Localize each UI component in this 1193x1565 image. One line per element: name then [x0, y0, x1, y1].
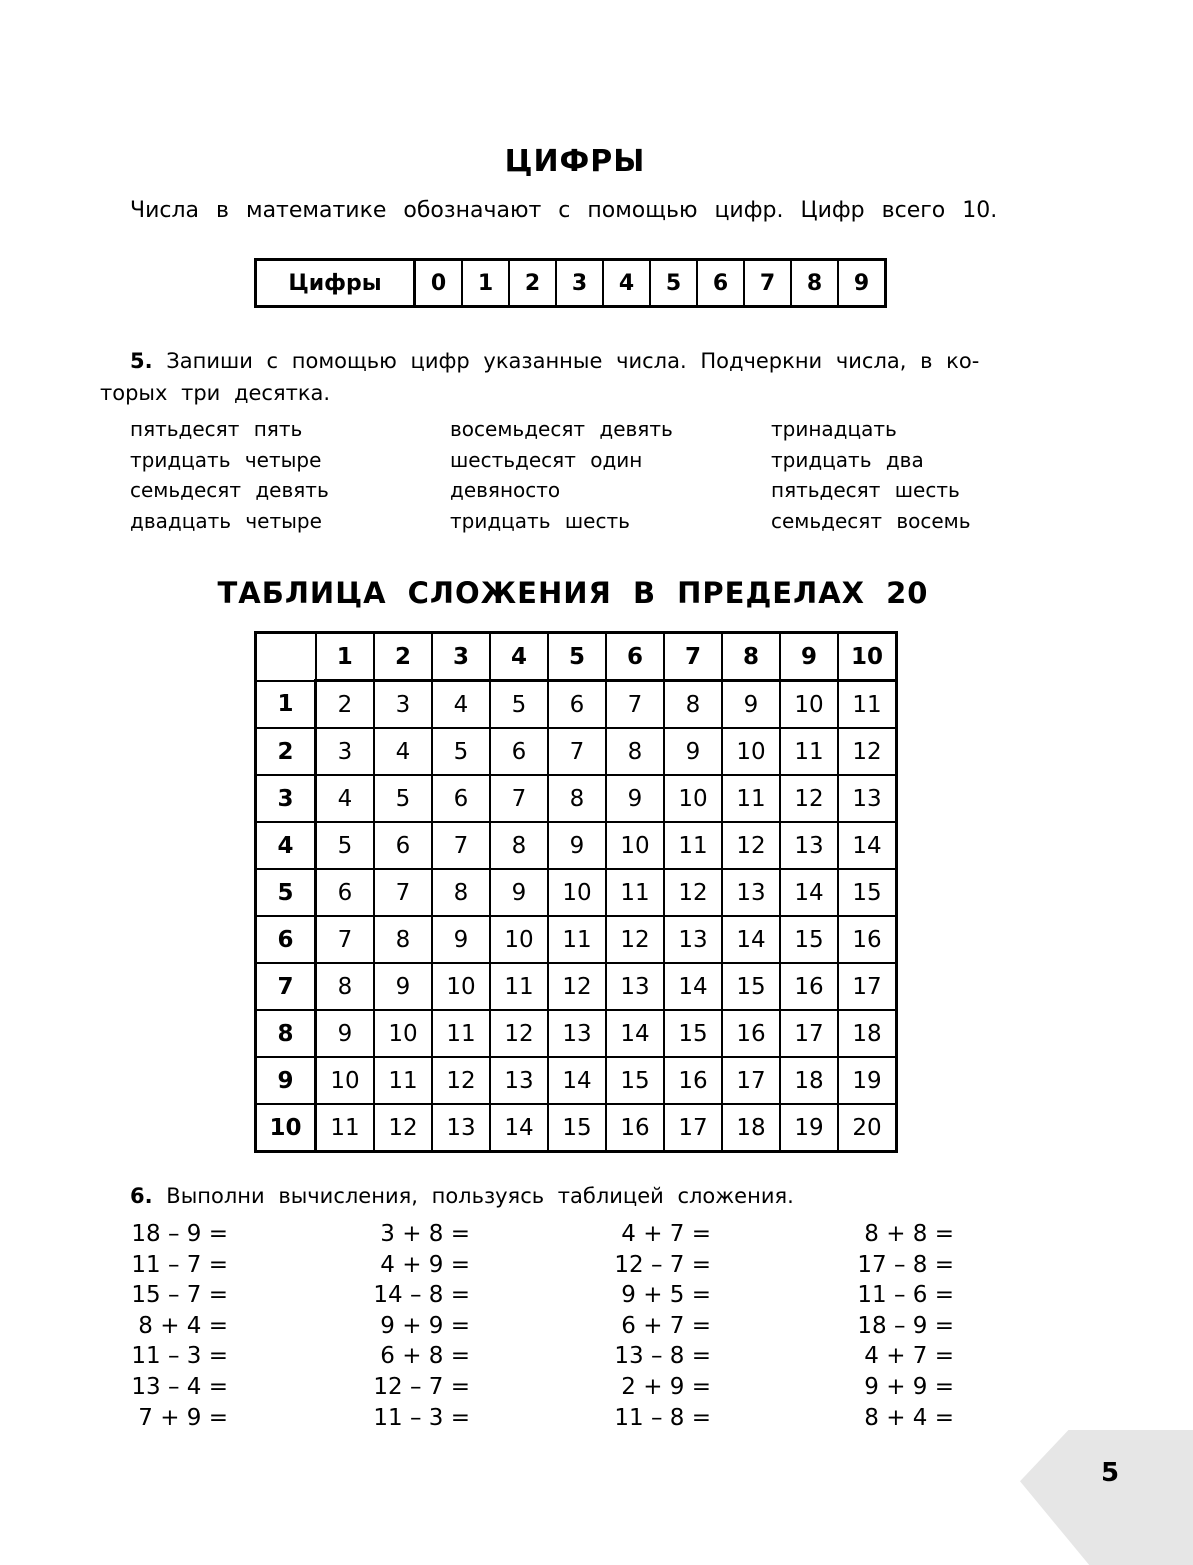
table-row	[256, 728, 897, 775]
sum-cell: 10	[606, 822, 664, 869]
calc-expression: 6 + 7 =	[621, 1312, 711, 1339]
calc-expression: 9 + 9 =	[380, 1312, 470, 1339]
sum-cell: 11	[548, 916, 606, 963]
calc-expression: 6 + 8 =	[380, 1343, 470, 1370]
sum-cell: 5	[374, 775, 432, 822]
digit-cell: 6	[697, 260, 744, 307]
sum-cell: 11	[722, 775, 780, 822]
calc-expression: 11 – 8 =	[614, 1404, 711, 1431]
task-number: 6.	[130, 1184, 153, 1208]
row-header: 3	[256, 775, 316, 822]
sum-cell: 17	[664, 1104, 722, 1152]
sum-cell: 14	[838, 822, 897, 869]
calc-expression: 11 – 6 =	[857, 1282, 954, 1309]
sum-cell: 11	[490, 963, 548, 1010]
digit-cell: 1	[462, 260, 509, 307]
sum-cell: 8	[664, 681, 722, 729]
sum-cell: 19	[780, 1104, 838, 1152]
sum-cell: 9	[374, 963, 432, 1010]
sum-cell: 4	[316, 775, 375, 822]
sum-cell: 10	[432, 963, 490, 1010]
calc-expression: 8 + 8 =	[864, 1221, 954, 1247]
sum-cell: 10	[548, 869, 606, 916]
sum-cell: 11	[838, 681, 897, 729]
sum-cell: 14	[664, 963, 722, 1010]
sum-cell: 17	[780, 1010, 838, 1057]
column-header: 3	[432, 633, 490, 681]
sum-cell: 8	[606, 728, 664, 775]
digit-cell: 0	[415, 260, 463, 307]
digit-cell: 9	[838, 260, 886, 307]
page-corner-decoration	[1020, 1430, 1193, 1565]
digit-cell: 2	[509, 260, 556, 307]
number-word: семьдесят восемь	[771, 509, 971, 534]
sum-cell: 9	[316, 1010, 375, 1057]
sum-cell: 18	[722, 1104, 780, 1152]
sum-cell: 14	[490, 1104, 548, 1152]
sum-cell: 15	[606, 1057, 664, 1104]
task-5-instructions	[100, 345, 1045, 409]
sum-cell: 14	[780, 869, 838, 916]
calc-expression: 3 + 8 =	[380, 1221, 470, 1247]
number-word: пятьдесят шесть	[771, 478, 960, 503]
sum-cell: 8	[432, 869, 490, 916]
calc-expression: 13 – 8 =	[614, 1343, 711, 1370]
sum-cell: 16	[664, 1057, 722, 1104]
addition-table-header-row	[256, 633, 897, 681]
sum-cell: 9	[432, 916, 490, 963]
sum-cell: 14	[548, 1057, 606, 1104]
sum-cell: 19	[838, 1057, 897, 1104]
calc-expression: 11 – 3 =	[131, 1343, 228, 1370]
sum-cell: 12	[838, 728, 897, 775]
sum-cell: 14	[722, 916, 780, 963]
calc-column-2	[370, 1219, 470, 1433]
sum-cell: 5	[316, 822, 375, 869]
column-header: 7	[664, 633, 722, 681]
digit-cell: 3	[556, 260, 603, 307]
calc-expression: 17 – 8 =	[857, 1251, 954, 1278]
calc-column-4	[854, 1219, 954, 1433]
sum-cell: 7	[374, 869, 432, 916]
digits-intro-text: Числа в математике обозначают с помощью цифр. Цифр всего 10.	[130, 198, 998, 223]
sum-cell: 15	[664, 1010, 722, 1057]
sum-cell: 5	[432, 728, 490, 775]
digit-cell: 4	[603, 260, 650, 307]
row-header: 4	[256, 822, 316, 869]
sum-cell: 16	[780, 963, 838, 1010]
table-row	[256, 916, 897, 963]
column-header: 4	[490, 633, 548, 681]
sum-cell: 6	[374, 822, 432, 869]
number-word: девяносто	[450, 478, 561, 503]
column-header: 9	[780, 633, 838, 681]
sum-cell: 13	[838, 775, 897, 822]
sum-cell: 7	[548, 728, 606, 775]
calc-expression: 9 + 5 =	[621, 1282, 711, 1309]
sum-cell: 15	[780, 916, 838, 963]
sum-cell: 7	[606, 681, 664, 729]
table-row	[256, 822, 897, 869]
table-row	[256, 869, 897, 916]
digit-cell: 8	[791, 260, 838, 307]
sum-cell: 13	[548, 1010, 606, 1057]
sum-cell: 5	[490, 681, 548, 729]
table-corner-cell	[256, 633, 316, 681]
table-row	[256, 775, 897, 822]
calc-expression: 12 – 7 =	[373, 1373, 470, 1400]
number-word: двадцать четыре	[130, 509, 322, 534]
sum-cell: 16	[722, 1010, 780, 1057]
row-header: 2	[256, 728, 316, 775]
sum-cell: 17	[722, 1057, 780, 1104]
page-number: 5	[1100, 1458, 1120, 1488]
sum-cell: 8	[548, 775, 606, 822]
sum-cell: 9	[490, 869, 548, 916]
sum-cell: 20	[838, 1104, 897, 1152]
sum-cell: 11	[432, 1010, 490, 1057]
digit-cell: 7	[744, 260, 791, 307]
table-row	[256, 681, 897, 729]
calc-expression: 11 – 7 =	[131, 1251, 228, 1278]
sum-cell: 8	[316, 963, 375, 1010]
number-words-column-3	[771, 414, 971, 537]
sum-cell: 12	[548, 963, 606, 1010]
sum-cell: 12	[780, 775, 838, 822]
sum-cell: 11	[606, 869, 664, 916]
row-header: 7	[256, 963, 316, 1010]
sum-cell: 12	[722, 822, 780, 869]
sum-cell: 10	[374, 1010, 432, 1057]
sum-cell: 11	[664, 822, 722, 869]
calc-column-3	[611, 1219, 711, 1433]
number-word: тридцать четыре	[130, 447, 322, 472]
number-words-column-2	[450, 414, 673, 537]
sum-cell: 4	[432, 681, 490, 729]
row-header: 10	[256, 1104, 316, 1152]
calc-expression: 4 + 7 =	[621, 1221, 711, 1247]
sum-cell: 6	[548, 681, 606, 729]
task-5-text-line2: торых три десятка.	[100, 381, 331, 405]
sum-cell: 6	[432, 775, 490, 822]
digits-table-header: Цифры	[256, 260, 415, 307]
sum-cell: 13	[722, 869, 780, 916]
column-header: 5	[548, 633, 606, 681]
column-header: 1	[316, 633, 375, 681]
number-word: семьдесят девять	[130, 478, 329, 503]
calc-expression: 15 – 7 =	[131, 1282, 228, 1309]
sum-cell: 8	[490, 822, 548, 869]
sum-cell: 7	[490, 775, 548, 822]
calc-expression: 2 + 9 =	[621, 1373, 711, 1400]
sum-cell: 10	[664, 775, 722, 822]
sum-cell: 10	[722, 728, 780, 775]
row-header: 9	[256, 1057, 316, 1104]
task-6-text: Выполни вычисления, пользуясь таблицей сложения.	[166, 1184, 794, 1208]
sum-cell: 6	[316, 869, 375, 916]
number-word: тридцать шесть	[450, 509, 630, 534]
addition-table-body	[256, 633, 897, 1152]
sum-cell: 11	[316, 1104, 375, 1152]
calc-expression: 13 – 4 =	[131, 1373, 228, 1400]
sum-cell: 13	[606, 963, 664, 1010]
number-word: пятьдесят пять	[130, 417, 303, 441]
task-5-text-line1: Запиши с помощью цифр указанные числа. Подчеркни числа, в ко-	[166, 349, 980, 373]
sum-cell: 3	[374, 681, 432, 729]
sum-cell: 12	[664, 869, 722, 916]
sum-cell: 13	[490, 1057, 548, 1104]
number-word: тринадцать	[771, 417, 897, 441]
task-number: 5.	[130, 349, 153, 373]
sum-cell: 8	[374, 916, 432, 963]
calc-expression: 14 – 8 =	[373, 1282, 470, 1309]
calc-expression: 18 – 9 =	[857, 1312, 954, 1339]
calc-column-1	[128, 1219, 228, 1433]
addition-table-title: ТАБЛИЦА СЛОЖЕНИЯ В ПРЕДЕЛАХ 20	[217, 576, 929, 610]
sum-cell: 11	[374, 1057, 432, 1104]
column-header: 2	[374, 633, 432, 681]
sum-cell: 9	[606, 775, 664, 822]
digits-section-title: ЦИФРЫ	[504, 144, 646, 179]
sum-cell: 12	[374, 1104, 432, 1152]
table-row	[256, 963, 897, 1010]
number-word: тридцать два	[771, 447, 924, 472]
column-header: 6	[606, 633, 664, 681]
number-word: восемьдесят девять	[450, 417, 673, 441]
calc-expression: 4 + 7 =	[864, 1343, 954, 1370]
sum-cell: 3	[316, 728, 375, 775]
sum-cell: 11	[780, 728, 838, 775]
table-row	[256, 1010, 897, 1057]
calc-expression: 18 – 9 =	[131, 1221, 228, 1247]
sum-cell: 6	[490, 728, 548, 775]
sum-cell: 10	[490, 916, 548, 963]
row-header: 1	[256, 681, 316, 729]
sum-cell: 13	[664, 916, 722, 963]
row-header: 6	[256, 916, 316, 963]
sum-cell: 12	[606, 916, 664, 963]
sum-cell: 10	[316, 1057, 375, 1104]
sum-cell: 13	[780, 822, 838, 869]
sum-cell: 18	[780, 1057, 838, 1104]
addition-table	[254, 631, 898, 1153]
sum-cell: 7	[432, 822, 490, 869]
sum-cell: 17	[838, 963, 897, 1010]
number-words-column-1	[130, 414, 329, 537]
sum-cell: 14	[606, 1010, 664, 1057]
sum-cell: 15	[838, 869, 897, 916]
calc-expression: 9 + 9 =	[864, 1373, 954, 1400]
sum-cell: 15	[722, 963, 780, 1010]
digit-cell: 5	[650, 260, 697, 307]
calc-expression: 8 + 4 =	[864, 1404, 954, 1431]
sum-cell: 2	[316, 681, 375, 729]
sum-cell: 16	[838, 916, 897, 963]
calc-expression: 12 – 7 =	[614, 1251, 711, 1278]
sum-cell: 12	[432, 1057, 490, 1104]
table-row	[256, 1104, 897, 1152]
calc-expression: 7 + 9 =	[138, 1404, 228, 1431]
sum-cell: 12	[490, 1010, 548, 1057]
sum-cell: 15	[548, 1104, 606, 1152]
sum-cell: 9	[548, 822, 606, 869]
column-header: 10	[838, 633, 897, 681]
sum-cell: 7	[316, 916, 375, 963]
digits-table-row	[256, 260, 886, 307]
table-row	[256, 1057, 897, 1104]
sum-cell: 18	[838, 1010, 897, 1057]
row-header: 8	[256, 1010, 316, 1057]
column-header: 8	[722, 633, 780, 681]
number-word: шестьдесят один	[450, 447, 643, 472]
sum-cell: 10	[780, 681, 838, 729]
row-header: 5	[256, 869, 316, 916]
calc-expression: 4 + 9 =	[380, 1251, 470, 1278]
sum-cell: 16	[606, 1104, 664, 1152]
task-6-instructions	[130, 1184, 1030, 1208]
sum-cell: 13	[432, 1104, 490, 1152]
digits-table	[254, 258, 887, 308]
sum-cell: 9	[664, 728, 722, 775]
calc-expression: 8 + 4 =	[138, 1312, 228, 1339]
sum-cell: 4	[374, 728, 432, 775]
calc-expression: 11 – 3 =	[373, 1404, 470, 1431]
sum-cell: 9	[722, 681, 780, 729]
